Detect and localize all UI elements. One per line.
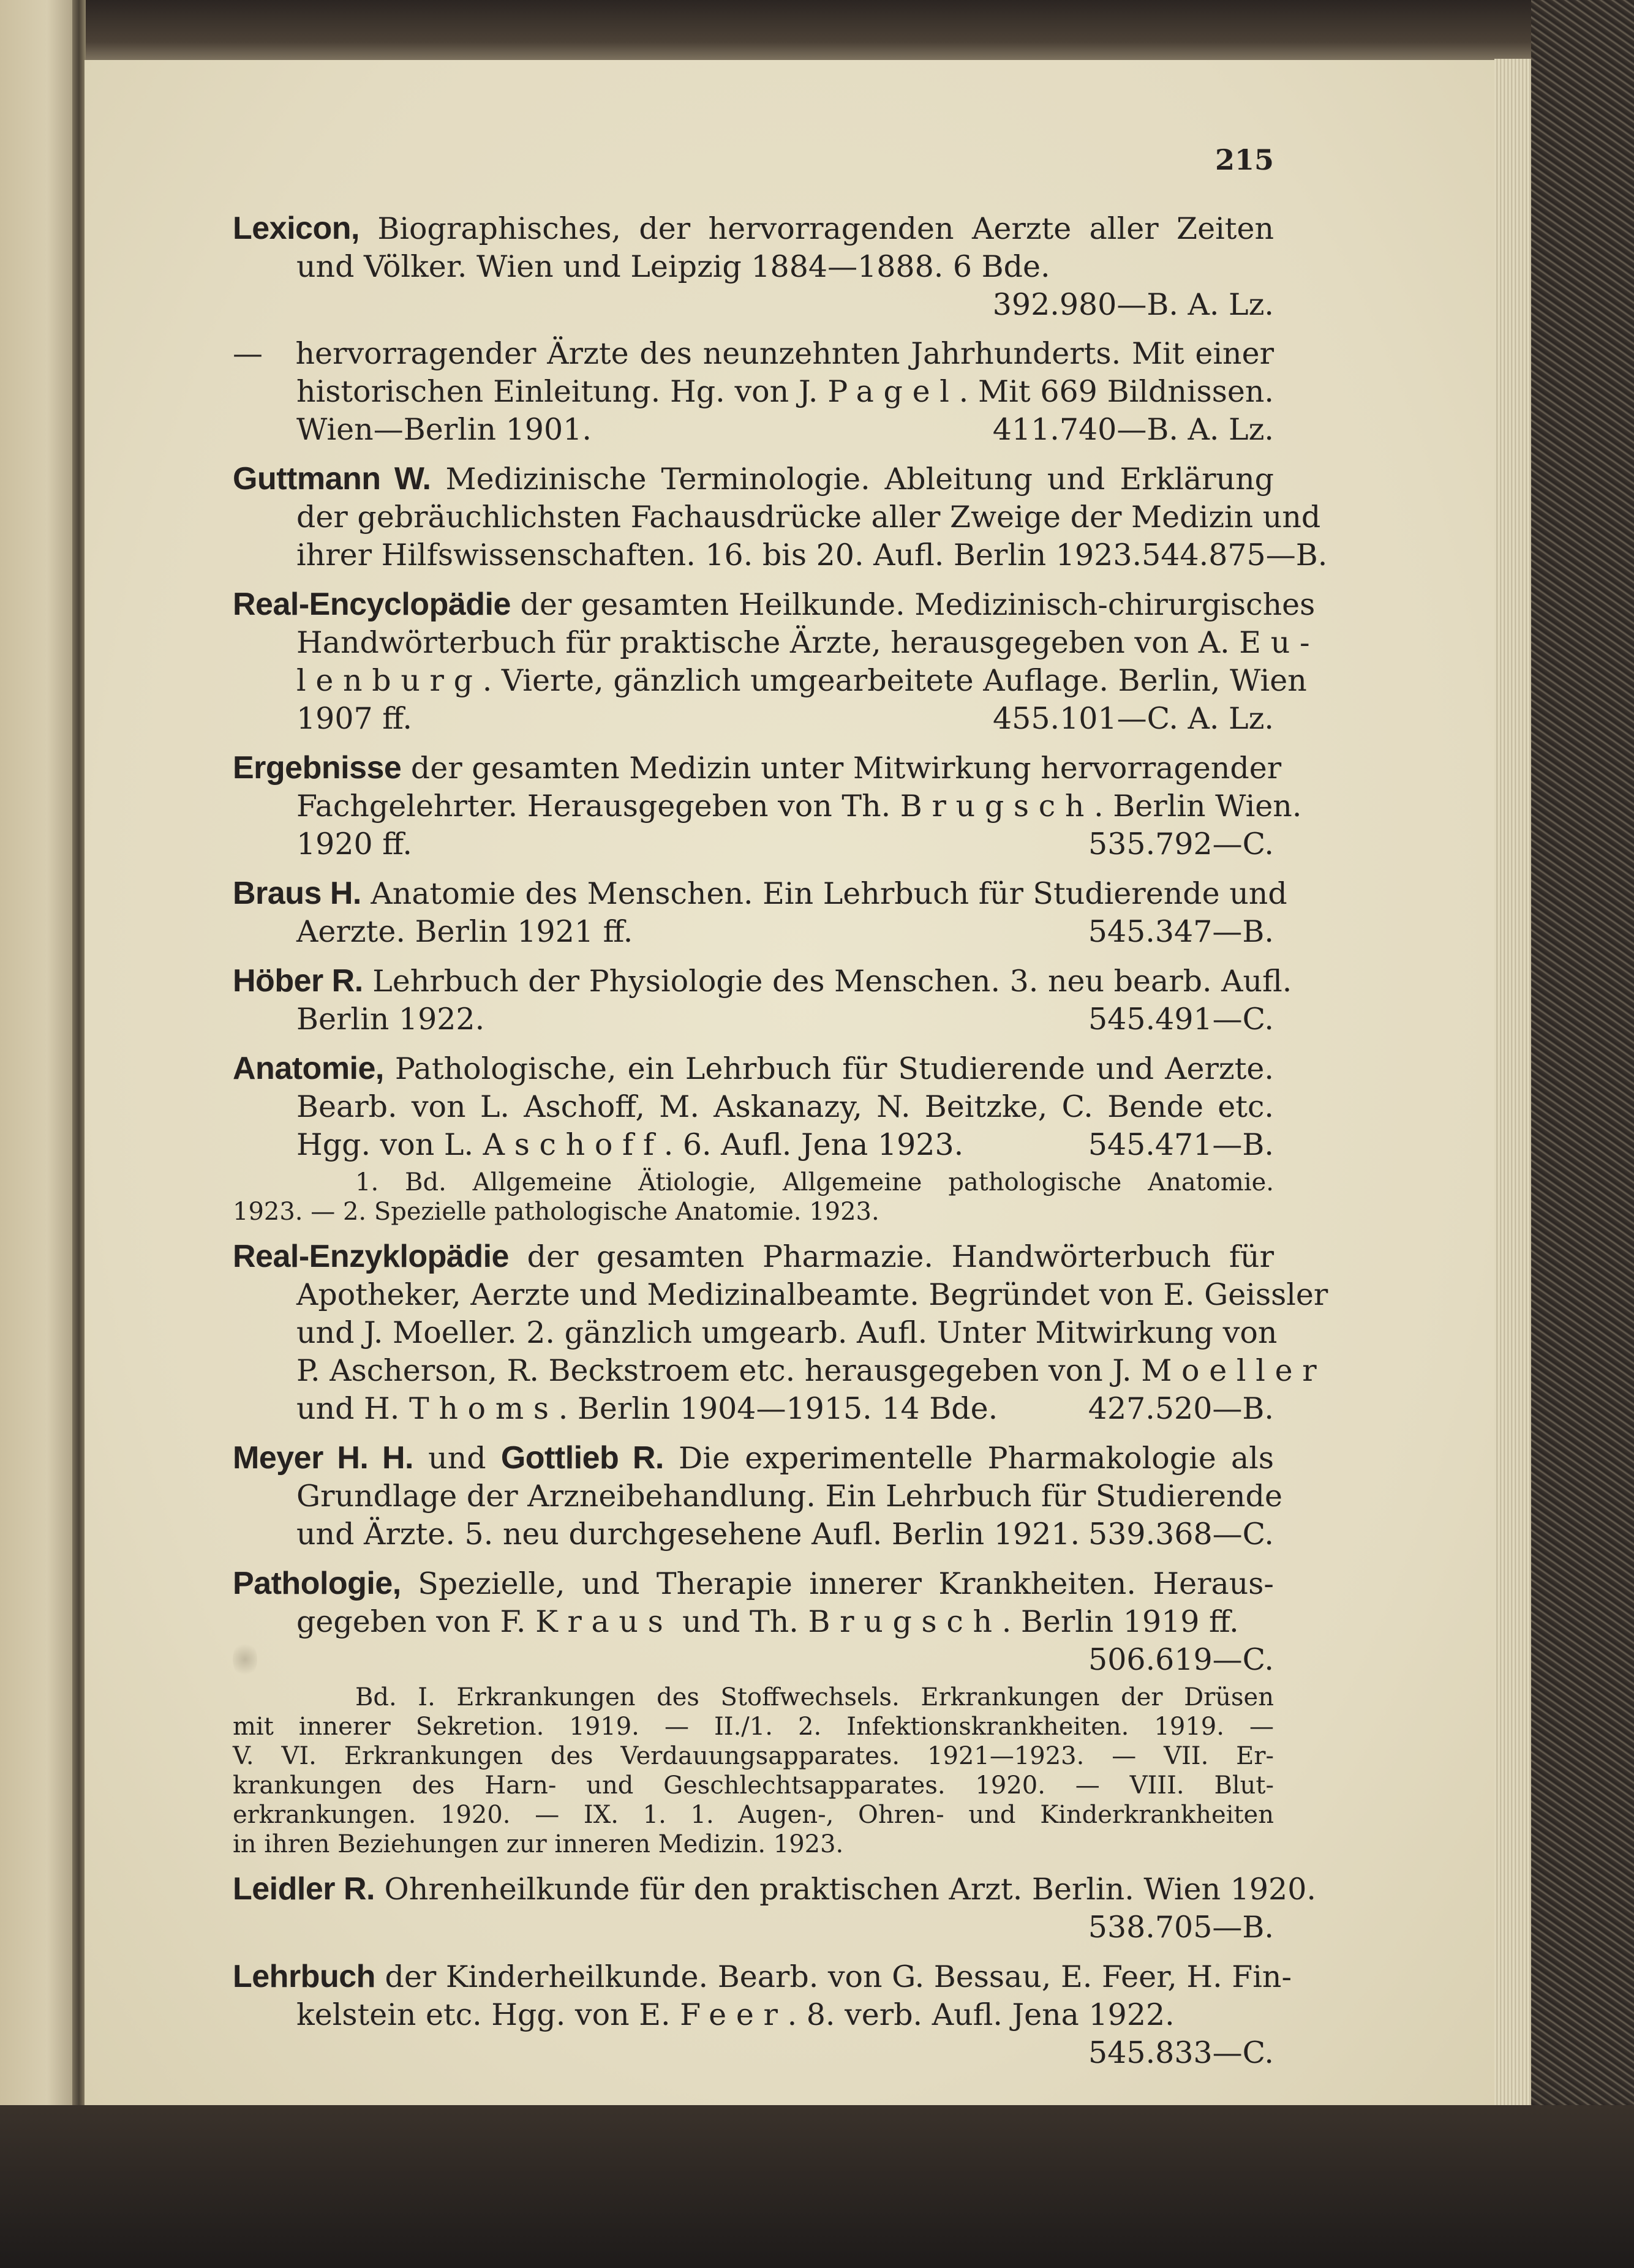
entry-line: Hgg. von L. Aschoff. 6. Aufl. Jena 1923. 545.471—B. xyxy=(233,1126,1274,1164)
shelf-signature: 427.520—B. xyxy=(1088,1391,1274,1426)
entry-line: Wien—Berlin 1901. 411.740—B. A. Lz. xyxy=(233,411,1274,449)
entry-line: Real-Encyclopädie der gesamten Heilkunde. Medizinisch-chirurgisches xyxy=(233,587,1316,622)
shelf-signature: 392.980—B. A. Lz. xyxy=(992,287,1274,322)
entry-line: gegeben von F. Kraus und Th. Brugsch. Berlin 1919 ff. xyxy=(296,1604,1239,1639)
entry-keyword: Leidler R. xyxy=(233,1871,375,1907)
entry-keyword: Ergebnisse xyxy=(233,750,402,786)
entry-keyword: Höber R. xyxy=(233,963,363,999)
entry-line: Leidler R. Ohrenheilkunde für den praktischen Arzt. Berlin. Wien 1920. xyxy=(233,1871,1316,1907)
shelf-signature: 544.875—B. xyxy=(1142,538,1328,573)
shelf-signature: 539.368—C. xyxy=(1088,1517,1274,1552)
bibliography-entry xyxy=(233,585,1320,738)
entry-keyword: Pathologie, xyxy=(233,1566,401,1601)
entry-keyword: Meyer H. H. xyxy=(233,1440,413,1476)
entry-line: Höber R. Lehrbuch der Physiologie des Menschen. 3. neu bearb. Aufl. xyxy=(233,963,1292,999)
entry-keyword: Braus H. xyxy=(233,876,361,911)
entry-note xyxy=(233,1168,1274,1226)
shelf-signature: 538.705—B. xyxy=(1088,1910,1274,1945)
entry-line: Bearb. von L. Aschoff, M. Askanazy, N. Beitzke, C. Bende etc. xyxy=(296,1089,1274,1124)
entry-line: Real-Enzyklopädie der gesamten Pharmazie. Handwörterbuch für xyxy=(233,1239,1274,1274)
entry-line: — hervorragender Ärzte des neunzehnten Jahrhunderts. Mit einer xyxy=(233,336,1274,371)
entry-line: der gebräuchlichsten Fachausdrücke aller Zweige der Medizin und xyxy=(296,500,1321,535)
bibliography-entry xyxy=(233,1237,1328,1428)
entry-line: Grundlage der Arzneibehandlung. Ein Lehrbuch für Studierende xyxy=(296,1479,1282,1514)
spaced-author: Feer xyxy=(680,1997,788,2032)
note-line: V. VI. Erkrankungen des Verdauungsapparates. 1921—1923. — VII. Er- xyxy=(233,1742,1274,1770)
bibliography-entry xyxy=(233,749,1302,863)
shelf-signature: 506.619—C. xyxy=(1088,1642,1274,1677)
bibliography-entry xyxy=(233,1958,1292,2072)
entry-line: Meyer H. H. und Gottlieb R. Die experimentelle Pharmakologie als xyxy=(233,1440,1274,1476)
entry-line: Ergebnisse der gesamten Medizin unter Mitwirkung hervorragender xyxy=(233,750,1282,786)
note-line: krankungen des Harn- und Geschlechtsapparates. 1920. — VIII. Blut- xyxy=(233,1771,1274,1800)
entry-line: und H. Thoms. Berlin 1904—1915. 14 Bde. 427.520—B. xyxy=(233,1390,1274,1428)
bibliography-entry xyxy=(233,1050,1274,1226)
spaced-author: Thoms xyxy=(408,1391,559,1426)
marbled-cover xyxy=(1531,0,1634,2268)
entry-line: kelstein etc. Hgg. von E. Feer. 8. verb. Aufl. Jena 1922. xyxy=(296,1997,1175,2032)
entry-keyword: Lexicon, xyxy=(233,211,360,246)
shelf-signature: 545.833—C. xyxy=(1088,2035,1274,2070)
entry-line: Braus H. Anatomie des Menschen. Ein Lehrbuch für Studierende und xyxy=(233,876,1287,911)
entry-line: Berlin 1922. 545.491—C. xyxy=(233,1001,1274,1038)
spaced-author: lenburg xyxy=(296,663,483,698)
facing-page-edge xyxy=(0,0,78,2268)
note-line: 1. Bd. Allgemeine Ätiologie, Allgemeine pathologische Anatomie. xyxy=(355,1168,1274,1196)
entry-keyword: Real-Encyclopädie xyxy=(233,587,511,622)
entry-keyword: Guttmann W. xyxy=(233,461,431,497)
entry-line: Lehrbuch der Kinderheilkunde. Bearb. von G. Bessau, E. Feer, H. Fin- xyxy=(233,1959,1292,1994)
spaced-author: Aschoff xyxy=(483,1127,664,1162)
entry-line: und Völker. Wien und Leipzig 1884—1888. 6 Bde. xyxy=(296,249,1050,284)
shelf-signature: 535.792—C. xyxy=(1088,827,1274,862)
note-line: erkrankungen. 1920. — IX. 1. 1. Augen-, Ohren- und Kinderkrankheiten xyxy=(233,1801,1274,1829)
entry-line: historischen Einleitung. Hg. von J. Pagel. Mit 669 Bildnissen. xyxy=(296,374,1274,409)
spaced-author: Brugsch xyxy=(808,1604,1002,1639)
entry-line: lenburg. Vierte, gänzlich umgearbeitete Auflage. Berlin, Wien xyxy=(296,663,1307,698)
bibliography-entry xyxy=(233,874,1287,951)
bibliography-entry xyxy=(233,962,1292,1038)
page-text xyxy=(233,141,1328,2083)
note-line: 1923. — 2. Spezielle pathologische Anatomie. 1923. xyxy=(233,1198,879,1226)
bibliography-entry xyxy=(233,209,1274,324)
page-number: 215 xyxy=(1214,143,1274,176)
entry-line: Lexicon, Biographisches, der hervorragenden Aerzte aller Zeiten xyxy=(233,211,1274,246)
note-line: Bd. I. Erkrankungen des Stoffwechsels. Erkrankungen der Drüsen xyxy=(355,1683,1274,1711)
book-top-edge xyxy=(0,0,1634,60)
entry-line: Aerzte. Berlin 1921 ff. 545.347—B. xyxy=(233,913,1274,951)
bibliography-entry xyxy=(233,1564,1274,1859)
entry-line: P. Ascherson, R. Beckstroem etc. herausgegeben von J. Moeller xyxy=(296,1353,1327,1388)
shelf-signature: 411.740—B. A. Lz. xyxy=(992,412,1274,447)
entry-keyword: Lehrbuch xyxy=(233,1959,375,1994)
entry-keyword: Gottlieb R. xyxy=(500,1440,664,1476)
book-gutter xyxy=(72,0,86,2268)
shelf-signature: 545.491—C. xyxy=(1088,1002,1274,1037)
bibliography-entry xyxy=(233,460,1328,574)
entry-line: Pathologie, Spezielle, und Therapie innerer Krankheiten. Heraus- xyxy=(233,1566,1274,1601)
entry-line: Fachgelehrter. Herausgegeben von Th. Brugsch. Berlin Wien. xyxy=(296,789,1302,824)
entry-line: ihrer Hilfswissenschaften. 16. bis 20. Aufl. Berlin 1923. 544.875—B. xyxy=(233,536,1274,574)
shelf-signature: 545.347—B. xyxy=(1088,914,1274,949)
entry-keyword: Real-Enzyklopädie xyxy=(233,1239,509,1274)
entry-keyword: Anatomie, xyxy=(233,1051,384,1086)
bibliography-entry xyxy=(233,1870,1316,1947)
entry-line: Guttmann W. Medizinische Terminologie. Ableitung und Erklärung xyxy=(233,461,1274,497)
shelf-signature: 545.471—B. xyxy=(1088,1127,1274,1162)
entry-line: 1907 ff. 455.101—C. A. Lz. xyxy=(233,700,1274,738)
entry-line: 1920 ff. 535.792—C. xyxy=(233,825,1274,863)
spaced-author: Moeller xyxy=(1141,1353,1327,1388)
entry-line: Handwörterbuch für praktische Ärzte, herausgegeben von A. Eu- xyxy=(296,625,1320,660)
entry-line: und J. Moeller. 2. gänzlich umgearb. Aufl. Unter Mitwirkung von xyxy=(296,1315,1278,1350)
entry-line: Anatomie, Pathologische, ein Lehrbuch für Studierende und Aerzte. xyxy=(233,1051,1274,1086)
spaced-author: Pagel xyxy=(827,374,959,409)
spaced-author: Kraus xyxy=(535,1604,673,1639)
shelf-signature: 455.101—C. A. Lz. xyxy=(993,701,1274,736)
page-stack-edges xyxy=(1494,59,1531,2110)
spaced-author: Brugsch xyxy=(900,789,1094,824)
bibliography-entry xyxy=(233,335,1274,449)
bibliography-entry xyxy=(233,1439,1282,1553)
note-line: mit innerer Sekretion. 1919. — II./1. 2. Infektionskrankheiten. 1919. — xyxy=(233,1713,1274,1741)
entry-line: Apotheker, Aerzte und Medizinalbeamte. Begründet von E. Geissler xyxy=(296,1277,1328,1312)
entry-line: und Ärzte. 5. neu durchgesehene Aufl. Berlin 1921. 539.368—C. xyxy=(233,1515,1274,1553)
page-bottom-shadow xyxy=(0,2105,1634,2268)
entry-note xyxy=(233,1683,1274,1859)
note-line: in ihren Beziehungen zur inneren Medizin. 1923. xyxy=(233,1830,844,1858)
